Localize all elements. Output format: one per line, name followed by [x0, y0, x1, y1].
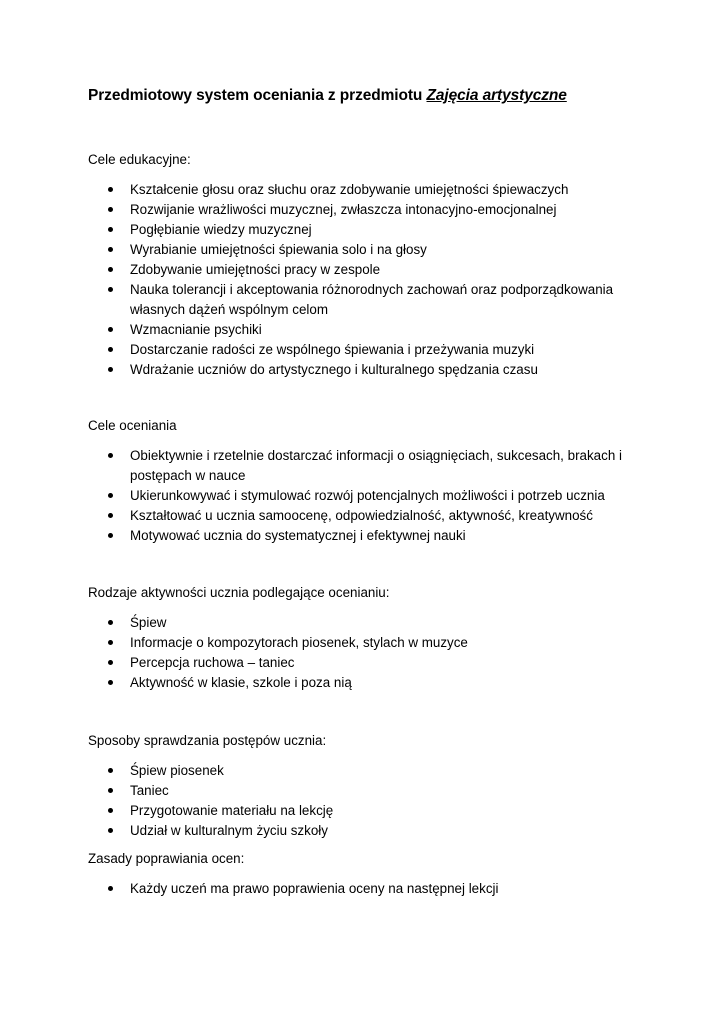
section-heading-zasady-poprawiania: Zasady poprawiania ocen: — [88, 851, 245, 866]
list-item: Nauka tolerancji i akceptowania różnorodnych zachowań oraz podporządkowania własnych dążeń wspólnym celom — [88, 280, 628, 320]
list-item: Wdrażanie uczniów do artystycznego i kulturalnego spędzania czasu — [88, 360, 628, 380]
list-item: Informacje o kompozytorach piosenek, stylach w muzyce — [88, 633, 628, 653]
list-item: Percepcja ruchowa – taniec — [88, 653, 628, 673]
list-item: Rozwijanie wrażliwości muzycznej, zwłaszcza intonacyjno-emocjonalnej — [88, 200, 628, 220]
bullet-icon — [108, 513, 113, 518]
list-rodzaje-aktywnosci — [88, 613, 628, 693]
list-item: Wyrabianie umiejętności śpiewania solo i na głosy — [88, 240, 628, 260]
bullet-icon — [108, 660, 113, 665]
list-item: Śpiew piosenek — [88, 761, 628, 781]
list-item: Ukierunkowywać i stymulować rozwój potencjalnych możliwości i potrzeb ucznia — [88, 486, 628, 506]
list-item: Motywować ucznia do systematycznej i efektywnej nauki — [88, 526, 628, 546]
bullet-icon — [108, 367, 113, 372]
section-heading-sposoby-sprawdzania: Sposoby sprawdzania postępów ucznia: — [88, 733, 327, 748]
bullet-icon — [108, 533, 113, 538]
list-item: Przygotowanie materiału na lekcję — [88, 801, 628, 821]
bullet-icon — [108, 327, 113, 332]
list-item: Aktywność w klasie, szkole i poza nią — [88, 673, 628, 693]
section-heading-cele-edukacyjne: Cele edukacyjne: — [88, 152, 191, 167]
bullet-icon — [108, 207, 113, 212]
bullet-icon — [108, 886, 113, 891]
list-sposoby-sprawdzania — [88, 761, 628, 841]
bullet-icon — [108, 828, 113, 833]
list-item: Śpiew — [88, 613, 628, 633]
list-item: Zdobywanie umiejętności pracy w zespole — [88, 260, 628, 280]
section-heading-cele-oceniania: Cele oceniania — [88, 418, 177, 433]
list-item: Dostarczanie radości ze wspólnego śpiewania i przeżywania muzyki — [88, 340, 628, 360]
list-zasady-poprawiania — [88, 879, 628, 899]
bullet-icon — [108, 808, 113, 813]
bullet-icon — [108, 247, 113, 252]
list-item: Kształcenie głosu oraz słuchu oraz zdobywanie umiejętności śpiewaczych — [88, 180, 628, 200]
bullet-icon — [108, 493, 113, 498]
section-heading-rodzaje-aktywnosci: Rodzaje aktywności ucznia podlegające ocenianiu: — [88, 585, 390, 600]
list-item: Pogłębianie wiedzy muzycznej — [88, 220, 628, 240]
page-title — [88, 87, 567, 105]
list-item: Każdy uczeń ma prawo poprawienia oceny na następnej lekcji — [88, 879, 628, 899]
bullet-icon — [108, 640, 113, 645]
list-item: Obiektywnie i rzetelnie dostarczać informacji o osiągnięciach, sukcesach, brakach i postępach w nauce — [88, 446, 628, 486]
bullet-icon — [108, 768, 113, 773]
list-cele-edukacyjne — [88, 180, 628, 380]
title-subject: Zajęcia artystyczne — [426, 87, 567, 104]
bullet-icon — [108, 680, 113, 685]
list-item: Udział w kulturalnym życiu szkoły — [88, 821, 628, 841]
bullet-icon — [108, 788, 113, 793]
bullet-icon — [108, 453, 113, 458]
list-item: Wzmacnianie psychiki — [88, 320, 628, 340]
bullet-icon — [108, 620, 113, 625]
bullet-icon — [108, 187, 113, 192]
title-prefix: Przedmiotowy system oceniania z przedmiotu — [88, 87, 427, 104]
bullet-icon — [108, 267, 113, 272]
bullet-icon — [108, 227, 113, 232]
list-item: Taniec — [88, 781, 628, 801]
bullet-icon — [108, 287, 113, 292]
list-cele-oceniania — [88, 446, 628, 546]
bullet-icon — [108, 347, 113, 352]
list-item: Kształtować u ucznia samoocenę, odpowiedzialność, aktywność, kreatywność — [88, 506, 628, 526]
